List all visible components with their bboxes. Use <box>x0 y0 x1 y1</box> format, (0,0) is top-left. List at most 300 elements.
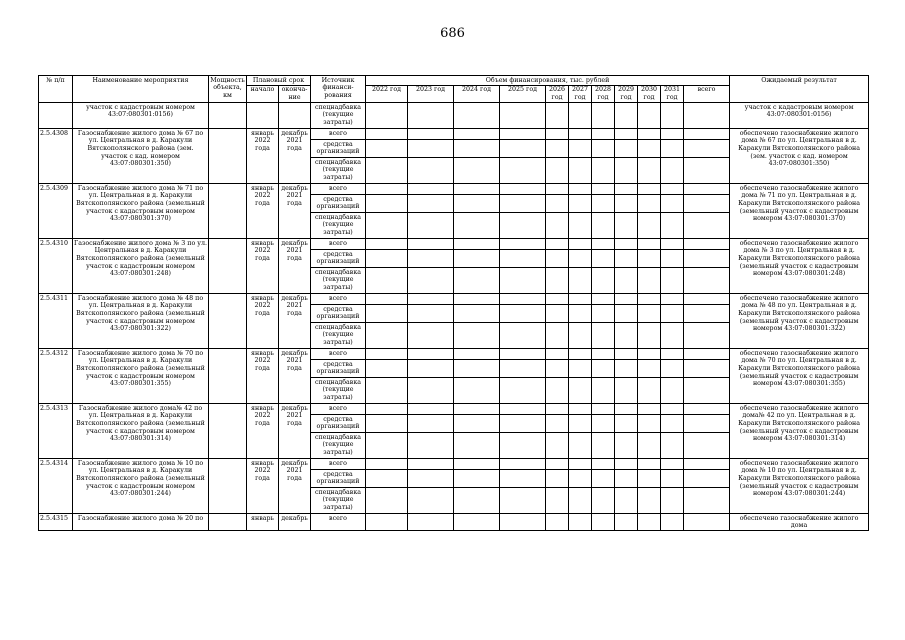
funding-cell <box>684 294 730 305</box>
funding-cell <box>366 305 408 323</box>
row-name: Газоснабжение жилого дома № 3 по ул. Центральная в д. Каракули Вятскополянского района (земельный участок с кадастровым номером 43:07:080301:248) <box>73 239 209 294</box>
funding-cell <box>408 184 454 195</box>
funding-cell <box>500 378 546 404</box>
funding-cell <box>684 488 730 514</box>
funding-cell <box>454 433 500 459</box>
funding-cell <box>546 184 569 195</box>
funding-cell <box>592 360 615 378</box>
row-name: Газоснабжение жилого дома № 67 по ул. Центральная в д. Каракули Вятскополянского района (зем. участок с кад. номером 43:07:080301:350) <box>73 129 209 184</box>
funding-cell <box>569 360 592 378</box>
funding-cell <box>592 305 615 323</box>
funding-cell <box>569 250 592 268</box>
funding-cell <box>366 239 408 250</box>
funding-cell <box>569 239 592 250</box>
funding-cell <box>546 488 569 514</box>
funding-cell <box>661 349 684 360</box>
funding-cell <box>569 294 592 305</box>
funding-cell <box>661 470 684 488</box>
header-source: Источник финанси-рования <box>311 76 366 103</box>
row-source: всего <box>311 239 366 250</box>
row-source: спецнадбавка (текущие затраты) <box>311 268 366 294</box>
funding-cell <box>684 470 730 488</box>
row-source: средства организаций <box>311 305 366 323</box>
funding-cell <box>592 250 615 268</box>
funding-cell <box>454 360 500 378</box>
funding-cell <box>500 213 546 239</box>
row-source: всего <box>311 349 366 360</box>
table-row <box>39 294 869 305</box>
funding-cell <box>366 103 408 129</box>
funding-cell <box>615 294 638 305</box>
row-source: всего <box>311 129 366 140</box>
funding-cell <box>546 195 569 213</box>
funding-cell <box>615 415 638 433</box>
funding-cell <box>638 195 661 213</box>
funding-cell <box>546 294 569 305</box>
header-start: начало <box>247 85 279 102</box>
header-year: 2026 год <box>546 85 569 102</box>
funding-cell <box>546 415 569 433</box>
funding-cell <box>661 323 684 349</box>
funding-cell <box>661 184 684 195</box>
row-capacity <box>209 514 247 531</box>
funding-cell <box>366 415 408 433</box>
funding-cell <box>615 349 638 360</box>
funding-cell <box>500 239 546 250</box>
funding-cell <box>454 184 500 195</box>
funding-cell <box>408 213 454 239</box>
funding-cell <box>500 158 546 184</box>
funding-cell <box>684 404 730 415</box>
funding-cell <box>366 158 408 184</box>
funding-cell <box>592 378 615 404</box>
funding-cell <box>366 268 408 294</box>
funding-cell <box>684 140 730 158</box>
funding-cell <box>408 488 454 514</box>
row-end: декабрь 2021 года <box>279 294 311 349</box>
row-source: средства организаций <box>311 470 366 488</box>
funding-cell <box>500 415 546 433</box>
funding-cell <box>684 195 730 213</box>
financing-table <box>38 75 869 531</box>
table-row <box>39 184 869 195</box>
header-year: 2030 год <box>638 85 661 102</box>
funding-cell <box>366 294 408 305</box>
funding-cell <box>615 404 638 415</box>
row-end: декабрь 2021 года <box>279 184 311 239</box>
funding-cell <box>454 404 500 415</box>
funding-cell <box>615 360 638 378</box>
funding-cell <box>500 305 546 323</box>
funding-cell <box>546 239 569 250</box>
funding-cell <box>638 158 661 184</box>
row-result: обеспечено газоснабжение жилого дома № 67 по ул. Центральная в д. Каракули Вятскополянского района (зем. участок с кад. номером 43:07:080301:350) <box>730 129 869 184</box>
funding-cell <box>569 514 592 531</box>
row-end <box>279 103 311 129</box>
header-funding: Объем финансирования, тыс. рублей <box>366 76 730 86</box>
funding-cell <box>615 140 638 158</box>
row-source: спецнадбавка (текущие затраты) <box>311 103 366 129</box>
row-source: средства организаций <box>311 360 366 378</box>
row-start: январь 2022 года <box>247 184 279 239</box>
row-name: Газоснабжение жилого дома № 48 по ул. Центральная в д. Каракули Вятскополянского района (земельный участок с кадастровым номером 43:07:080301:322) <box>73 294 209 349</box>
funding-cell <box>366 378 408 404</box>
funding-cell <box>366 349 408 360</box>
funding-cell <box>454 349 500 360</box>
funding-cell <box>661 239 684 250</box>
funding-cell <box>638 268 661 294</box>
table-row <box>39 239 869 250</box>
funding-cell <box>661 514 684 531</box>
funding-cell <box>366 195 408 213</box>
funding-cell <box>684 378 730 404</box>
funding-cell <box>684 514 730 531</box>
funding-cell <box>569 268 592 294</box>
header-year: 2025 год <box>500 85 546 102</box>
header-year: 2023 год <box>408 85 454 102</box>
funding-cell <box>684 129 730 140</box>
funding-cell <box>638 323 661 349</box>
funding-cell <box>569 184 592 195</box>
header-capacity: Мощность объекта, км <box>209 76 247 103</box>
funding-cell <box>569 129 592 140</box>
funding-cell <box>684 433 730 459</box>
funding-cell <box>592 213 615 239</box>
funding-cell <box>592 488 615 514</box>
funding-cell <box>408 129 454 140</box>
funding-cell <box>454 323 500 349</box>
funding-cell <box>661 360 684 378</box>
header-year: 2027 год <box>569 85 592 102</box>
funding-cell <box>661 268 684 294</box>
row-capacity <box>209 239 247 294</box>
funding-cell <box>569 305 592 323</box>
funding-cell <box>684 268 730 294</box>
row-source: всего <box>311 184 366 195</box>
funding-cell <box>454 378 500 404</box>
funding-cell <box>638 129 661 140</box>
row-name: Газоснабжение жилого дома№ 42 по ул. Центральная в д. Каракули Вятскополянского района (земельный участок с кадастровым номером 43:07:080301:314) <box>73 404 209 459</box>
funding-cell <box>454 415 500 433</box>
funding-cell <box>592 349 615 360</box>
funding-cell <box>661 378 684 404</box>
funding-cell <box>661 250 684 268</box>
funding-cell <box>408 459 454 470</box>
funding-cell <box>500 268 546 294</box>
funding-cell <box>454 514 500 531</box>
funding-cell <box>500 103 546 129</box>
table-row <box>39 459 869 470</box>
funding-cell <box>661 140 684 158</box>
funding-cell <box>638 294 661 305</box>
row-name: участок с кадастровым номером 43:07:080301:0156) <box>73 103 209 129</box>
funding-cell <box>454 470 500 488</box>
funding-cell <box>615 323 638 349</box>
funding-cell <box>684 103 730 129</box>
funding-cell <box>638 459 661 470</box>
funding-cell <box>366 129 408 140</box>
funding-cell <box>615 239 638 250</box>
funding-cell <box>638 349 661 360</box>
funding-cell <box>546 103 569 129</box>
funding-cell <box>684 213 730 239</box>
page-number: 686 <box>440 26 465 41</box>
funding-cell <box>592 184 615 195</box>
row-result: участок с кадастровым номером 43:07:080301:0156) <box>730 103 869 129</box>
funding-cell <box>684 250 730 268</box>
funding-cell <box>546 140 569 158</box>
row-num: 2.5.4311 <box>39 294 73 349</box>
funding-cell <box>661 213 684 239</box>
funding-cell <box>615 488 638 514</box>
funding-cell <box>366 360 408 378</box>
funding-cell <box>592 404 615 415</box>
funding-cell <box>500 195 546 213</box>
funding-cell <box>592 459 615 470</box>
row-result: обеспечено газоснабжение жилого дома № 10 по ул. Центральная в д. Каракули Вятскополянского района (земельный участок с кадастровым номером 43:07:080301:244) <box>730 459 869 514</box>
row-start: январь 2022 года <box>247 239 279 294</box>
funding-cell <box>454 239 500 250</box>
row-capacity <box>209 349 247 404</box>
funding-cell <box>684 459 730 470</box>
row-start: январь 2022 года <box>247 349 279 404</box>
funding-cell <box>592 268 615 294</box>
funding-cell <box>615 184 638 195</box>
row-num: 2.5.4313 <box>39 404 73 459</box>
funding-cell <box>500 459 546 470</box>
header-result: Ожидаемый результат <box>730 76 869 103</box>
funding-cell <box>546 349 569 360</box>
funding-cell <box>454 129 500 140</box>
funding-cell <box>638 360 661 378</box>
funding-cell <box>408 349 454 360</box>
table-row <box>39 103 869 129</box>
row-name: Газоснабжение жилого дома № 10 по ул. Центральная в д. Каракули Вятскополянского района (земельный участок с кадастровым номером 43:07:080301:244) <box>73 459 209 514</box>
funding-cell <box>661 488 684 514</box>
funding-cell <box>408 305 454 323</box>
row-end: декабрь 2021 года <box>279 129 311 184</box>
funding-cell <box>454 250 500 268</box>
funding-cell <box>500 129 546 140</box>
funding-cell <box>638 378 661 404</box>
funding-cell <box>454 294 500 305</box>
funding-cell <box>661 195 684 213</box>
funding-cell <box>615 268 638 294</box>
funding-cell <box>366 470 408 488</box>
funding-cell <box>615 470 638 488</box>
funding-cell <box>638 239 661 250</box>
funding-cell <box>366 488 408 514</box>
row-name: Газоснабжение жилого дома № 70 по ул. Центральная в д. Каракули Вятскополянского района (земельный участок с кадастровым номером 43:07:080301:355) <box>73 349 209 404</box>
funding-cell <box>408 360 454 378</box>
row-result: обеспечено газоснабжение жилого дома № 3 по ул. Центральная в д. Каракули Вятскополянского района (земельный участок с кадастровым номером 43:07:080301:248) <box>730 239 869 294</box>
header-end: оконча-ние <box>279 85 311 102</box>
row-num: 2.5.4310 <box>39 239 73 294</box>
funding-cell <box>661 129 684 140</box>
row-source: всего <box>311 404 366 415</box>
funding-cell <box>592 158 615 184</box>
row-source: спецнадбавка (текущие затраты) <box>311 158 366 184</box>
row-num <box>39 103 73 129</box>
funding-cell <box>684 349 730 360</box>
funding-cell <box>592 294 615 305</box>
funding-cell <box>684 184 730 195</box>
funding-cell <box>592 140 615 158</box>
row-source: спецнадбавка (текущие затраты) <box>311 433 366 459</box>
funding-cell <box>592 415 615 433</box>
funding-cell <box>661 305 684 323</box>
funding-cell <box>408 514 454 531</box>
row-start: январь 2022 года <box>247 294 279 349</box>
funding-cell <box>638 415 661 433</box>
funding-cell <box>569 103 592 129</box>
funding-cell <box>592 195 615 213</box>
funding-cell <box>366 514 408 531</box>
row-start <box>247 103 279 129</box>
header-num: № п/п <box>39 76 73 103</box>
row-name: Газоснабжение жилого дома № 71 по ул. Центральная в д. Каракули Вятскополянского района (земельный участок с кадастровым номером 43:07:080301:370) <box>73 184 209 239</box>
row-source: средства организаций <box>311 250 366 268</box>
row-capacity <box>209 294 247 349</box>
funding-cell <box>454 158 500 184</box>
funding-cell <box>454 305 500 323</box>
funding-cell <box>408 378 454 404</box>
funding-cell <box>661 459 684 470</box>
funding-cell <box>661 294 684 305</box>
funding-cell <box>684 305 730 323</box>
funding-cell <box>615 459 638 470</box>
funding-cell <box>408 470 454 488</box>
row-num: 2.5.4309 <box>39 184 73 239</box>
header-year: 2031 год <box>661 85 684 102</box>
funding-cell <box>546 378 569 404</box>
funding-cell <box>684 323 730 349</box>
row-source: средства организаций <box>311 140 366 158</box>
row-source: средства организаций <box>311 415 366 433</box>
funding-cell <box>546 250 569 268</box>
row-result: обеспечено газоснабжение жилого дома№ 42 по ул. Центральная в д. Каракули Вятскополянского района (земельный участок с кадастровым номером 43:07:080301:314) <box>730 404 869 459</box>
row-source: всего <box>311 514 366 531</box>
funding-cell <box>408 268 454 294</box>
row-num: 2.5.4308 <box>39 129 73 184</box>
funding-cell <box>500 349 546 360</box>
table-row <box>39 129 869 140</box>
funding-cell <box>546 129 569 140</box>
funding-cell <box>661 415 684 433</box>
funding-cell <box>638 213 661 239</box>
funding-cell <box>500 250 546 268</box>
funding-cell <box>500 184 546 195</box>
row-source: спецнадбавка (текущие затраты) <box>311 213 366 239</box>
funding-cell <box>615 514 638 531</box>
row-name: Газоснабжение жилого дома № 20 по <box>73 514 209 531</box>
row-source: спецнадбавка (текущие затраты) <box>311 323 366 349</box>
row-result: обеспечено газоснабжение жилого дома № 71 по ул. Центральная в д. Каракули Вятскополянского района (земельный участок с кадастровым номером 43:07:080301:370) <box>730 184 869 239</box>
funding-cell <box>454 140 500 158</box>
funding-cell <box>546 323 569 349</box>
funding-cell <box>454 195 500 213</box>
funding-cell <box>454 213 500 239</box>
row-end: декабрь 2021 года <box>279 349 311 404</box>
funding-cell <box>615 250 638 268</box>
funding-cell <box>408 433 454 459</box>
funding-cell <box>638 433 661 459</box>
funding-cell <box>366 459 408 470</box>
funding-cell <box>408 404 454 415</box>
funding-cell <box>569 349 592 360</box>
funding-cell <box>454 488 500 514</box>
funding-cell <box>500 140 546 158</box>
funding-cell <box>615 103 638 129</box>
header-total: всего <box>684 85 730 102</box>
row-source: спецнадбавка (текущие затраты) <box>311 488 366 514</box>
row-end: декабрь <box>279 514 311 531</box>
row-source: спецнадбавка (текущие затраты) <box>311 378 366 404</box>
funding-cell <box>546 268 569 294</box>
funding-cell <box>366 250 408 268</box>
funding-cell <box>569 433 592 459</box>
funding-cell <box>569 158 592 184</box>
header-deadline: Плановый срок <box>247 76 311 86</box>
funding-cell <box>569 140 592 158</box>
row-start: январь <box>247 514 279 531</box>
funding-cell <box>569 195 592 213</box>
funding-cell <box>569 415 592 433</box>
funding-cell <box>366 213 408 239</box>
row-start: январь 2022 года <box>247 459 279 514</box>
funding-cell <box>615 158 638 184</box>
header-year: 2024 год <box>454 85 500 102</box>
funding-cell <box>638 488 661 514</box>
row-source: всего <box>311 294 366 305</box>
row-end: декабрь 2021 года <box>279 239 311 294</box>
funding-cell <box>684 360 730 378</box>
funding-cell <box>408 158 454 184</box>
funding-cell <box>546 213 569 239</box>
funding-cell <box>638 470 661 488</box>
funding-cell <box>615 433 638 459</box>
funding-cell <box>546 514 569 531</box>
funding-cell <box>615 305 638 323</box>
funding-cell <box>454 459 500 470</box>
funding-cell <box>366 323 408 349</box>
funding-cell <box>408 250 454 268</box>
funding-cell <box>546 470 569 488</box>
funding-cell <box>684 239 730 250</box>
funding-cell <box>546 459 569 470</box>
funding-cell <box>615 378 638 404</box>
funding-cell <box>569 470 592 488</box>
row-num: 2.5.4315 <box>39 514 73 531</box>
funding-cell <box>500 323 546 349</box>
row-source: всего <box>311 459 366 470</box>
funding-cell <box>500 470 546 488</box>
funding-cell <box>569 459 592 470</box>
funding-cell <box>661 404 684 415</box>
funding-cell <box>454 103 500 129</box>
funding-cell <box>546 158 569 184</box>
funding-cell <box>615 195 638 213</box>
row-result: обеспечено газоснабжение жилого дома № 70 по ул. Центральная в д. Каракули Вятскополянского района (земельный участок с кадастровым номером 43:07:080301:355) <box>730 349 869 404</box>
funding-cell <box>454 268 500 294</box>
row-capacity <box>209 459 247 514</box>
table-row <box>39 514 869 531</box>
funding-cell <box>638 404 661 415</box>
funding-cell <box>500 433 546 459</box>
table-row <box>39 349 869 360</box>
funding-cell <box>638 514 661 531</box>
table-row <box>39 404 869 415</box>
